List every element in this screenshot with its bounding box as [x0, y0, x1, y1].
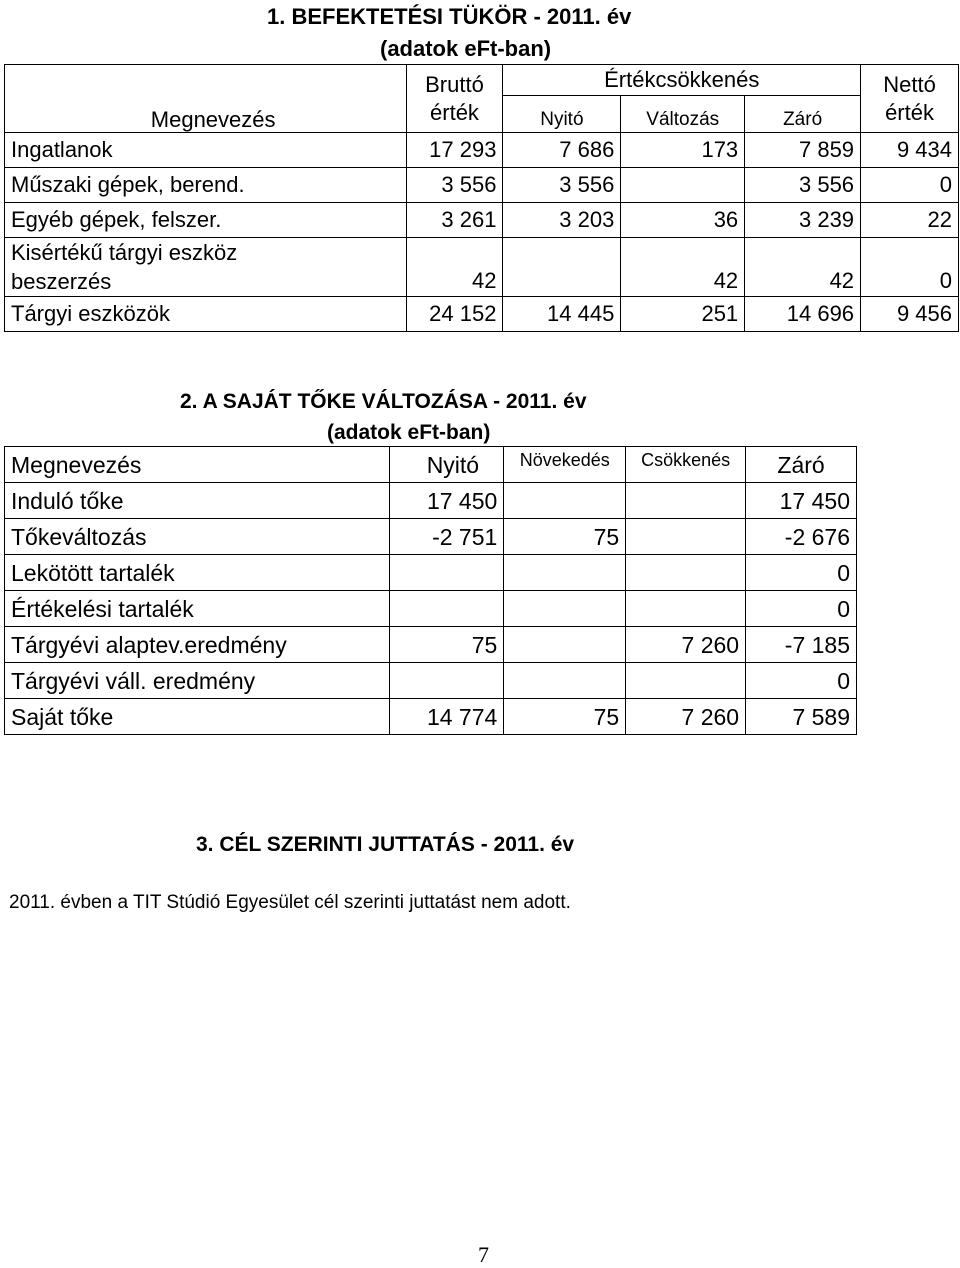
row-name: Egyéb gépek, felszer. — [5, 203, 407, 238]
header-dep-change: Változás — [621, 96, 745, 133]
row-net: 9 434 — [861, 133, 959, 168]
fixed-assets-table — [4, 64, 959, 332]
row-open — [503, 238, 621, 297]
row-increase — [504, 627, 626, 663]
row-increase — [504, 663, 626, 699]
equity-change-table — [4, 446, 857, 735]
row-close: 0 — [746, 663, 857, 699]
row-close: 7 859 — [745, 133, 861, 168]
table-row — [5, 203, 959, 238]
section2-title: 2. A SAJÁT TŐKE VÁLTOZÁSA - 2011. év — [180, 390, 587, 413]
row-open: 17 450 — [390, 483, 504, 519]
header-increase: Növekedés — [504, 447, 626, 483]
row-change: 173 — [621, 133, 745, 168]
row-change: 36 — [621, 203, 745, 238]
row-decrease — [626, 591, 746, 627]
row-close: -2 676 — [746, 519, 857, 555]
table-row — [5, 297, 959, 332]
row-decrease — [626, 555, 746, 591]
table-row — [5, 699, 857, 735]
row-change: 251 — [621, 297, 745, 332]
header-close: Záró — [746, 447, 857, 483]
row-name: Műszaki gépek, berend. — [5, 168, 407, 203]
header-name: Megnevezés — [5, 65, 407, 133]
page-number: 7 — [478, 1242, 489, 1267]
row-decrease — [626, 483, 746, 519]
row-open: 3 203 — [503, 203, 621, 238]
row-open: 7 686 — [503, 133, 621, 168]
row-name: Saját tőke — [5, 699, 390, 735]
row-open — [390, 663, 504, 699]
table-row — [5, 519, 857, 555]
row-close: 14 696 — [745, 297, 861, 332]
row-open: 14 445 — [503, 297, 621, 332]
header-open: Nyitó — [390, 447, 504, 483]
section1-subtitle: (adatok eFt-ban) — [380, 36, 552, 61]
header-gross: Bruttó érték — [406, 65, 503, 133]
row-open — [390, 591, 504, 627]
row-open: 3 556 — [503, 168, 621, 203]
section3-text: 2011. évben a TIT Stúdió Egyesület cél szerinti juttatást nem adott. — [9, 892, 571, 913]
table-row — [5, 555, 857, 591]
row-net: 9 456 — [861, 297, 959, 332]
header-decrease: Csökkenés — [626, 447, 746, 483]
row-increase — [504, 555, 626, 591]
row-decrease: 7 260 — [626, 627, 746, 663]
table-row — [5, 663, 857, 699]
row-gross: 24 152 — [406, 297, 503, 332]
table-header-row — [5, 65, 959, 96]
table-row — [5, 591, 857, 627]
row-net: 22 — [861, 203, 959, 238]
row-name: Ingatlanok — [5, 133, 407, 168]
row-open — [390, 555, 504, 591]
row-name: Kisértékű tárgyi eszköz beszerzés — [5, 238, 407, 297]
row-gross: 3 261 — [406, 203, 503, 238]
row-name: Tárgyévi alaptev.eredmény — [5, 627, 390, 663]
table-row — [5, 483, 857, 519]
row-open: -2 751 — [390, 519, 504, 555]
row-close: 3 556 — [745, 168, 861, 203]
header-depreciation: Értékcsökkenés — [503, 65, 861, 96]
table-row — [5, 238, 959, 297]
row-close: 7 589 — [746, 699, 857, 735]
table-header-row — [5, 447, 857, 483]
table-row — [5, 133, 959, 168]
row-decrease: 7 260 — [626, 699, 746, 735]
row-increase — [504, 591, 626, 627]
header-net: Nettó érték — [861, 65, 959, 133]
row-name: Értékelési tartalék — [5, 591, 390, 627]
row-gross: 42 — [406, 238, 503, 297]
row-name: Lekötött tartalék — [5, 555, 390, 591]
row-decrease — [626, 663, 746, 699]
section1-title: 1. BEFEKTETÉSI TÜKÖR - 2011. év — [267, 4, 632, 29]
row-close: 3 239 — [745, 203, 861, 238]
row-increase: 75 — [504, 699, 626, 735]
row-close: -7 185 — [746, 627, 857, 663]
row-name: Tárgyévi váll. eredmény — [5, 663, 390, 699]
row-net: 0 — [861, 168, 959, 203]
row-open: 75 — [390, 627, 504, 663]
row-open: 14 774 — [390, 699, 504, 735]
row-decrease — [626, 519, 746, 555]
row-close: 42 — [745, 238, 861, 297]
header-dep-close: Záró — [745, 96, 861, 133]
table-row — [5, 168, 959, 203]
row-change — [621, 168, 745, 203]
row-name: Tárgyi eszközök — [5, 297, 407, 332]
row-close: 17 450 — [746, 483, 857, 519]
row-net: 0 — [861, 238, 959, 297]
row-increase: 75 — [504, 519, 626, 555]
row-gross: 3 556 — [406, 168, 503, 203]
row-increase — [504, 483, 626, 519]
header-name: Megnevezés — [5, 447, 390, 483]
row-name: Induló tőke — [5, 483, 390, 519]
row-close: 0 — [746, 591, 857, 627]
row-name: Tőkeváltozás — [5, 519, 390, 555]
row-change: 42 — [621, 238, 745, 297]
row-gross: 17 293 — [406, 133, 503, 168]
table-row — [5, 627, 857, 663]
section3-title: 3. CÉL SZERINTI JUTTATÁS - 2011. év — [196, 833, 575, 856]
row-close: 0 — [746, 555, 857, 591]
section2-subtitle: (adatok eFt-ban) — [327, 421, 491, 444]
header-dep-open: Nyitó — [503, 96, 621, 133]
